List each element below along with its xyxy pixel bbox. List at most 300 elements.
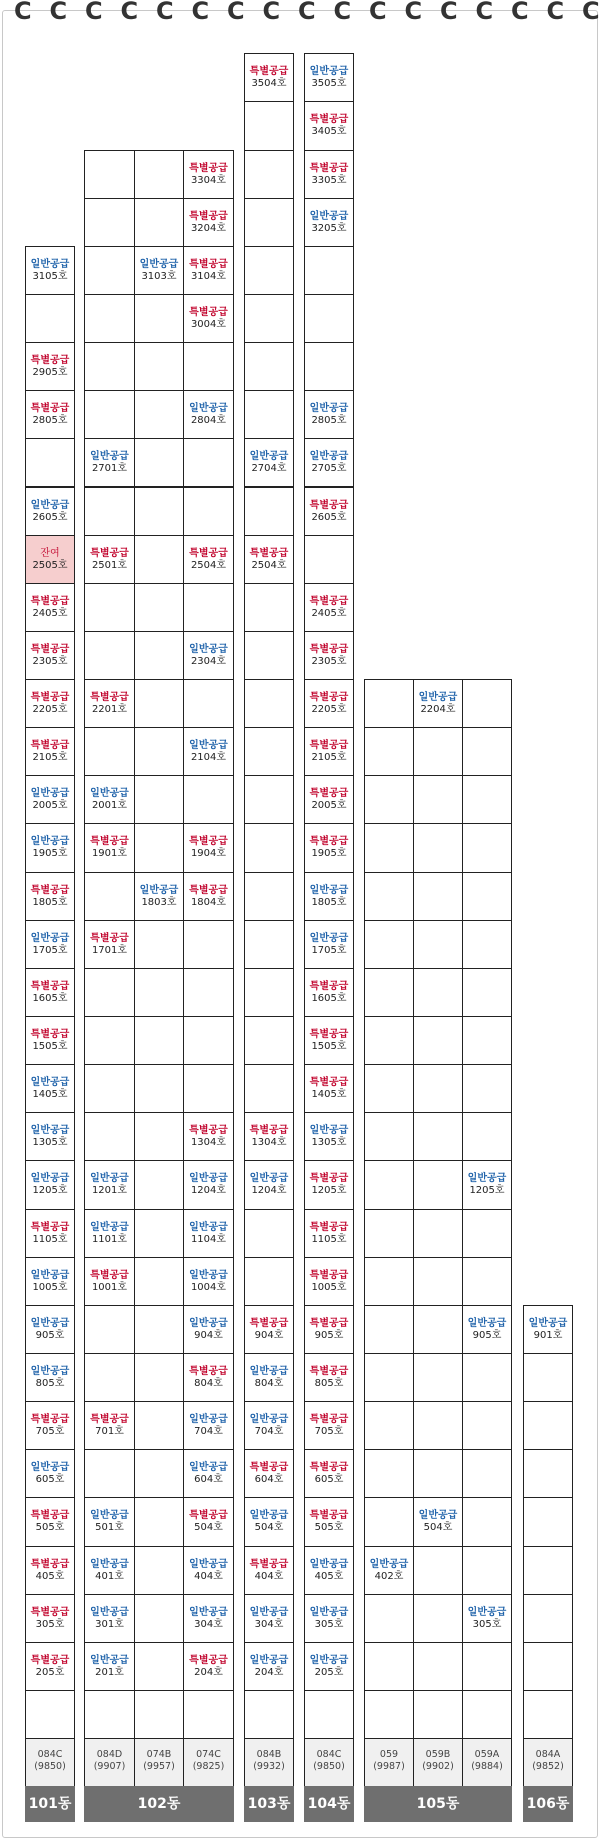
empty-unit-cell bbox=[244, 294, 294, 343]
empty-unit-cell bbox=[364, 1594, 414, 1643]
empty-unit-cell bbox=[413, 823, 463, 872]
unit-cell[interactable] bbox=[25, 1546, 75, 1595]
unit-cell[interactable] bbox=[304, 1160, 354, 1209]
unit-cell[interactable] bbox=[304, 631, 354, 680]
unit-status: 일반공급 bbox=[309, 932, 349, 944]
unit-cell[interactable] bbox=[304, 1064, 354, 1113]
unit-cell[interactable] bbox=[84, 1546, 135, 1595]
unit-number: 2505호 bbox=[32, 559, 68, 571]
unit-cell[interactable] bbox=[25, 487, 75, 536]
unit-number: 2201호 bbox=[91, 704, 128, 716]
unit-cell[interactable] bbox=[244, 1401, 294, 1450]
empty-unit-cell bbox=[462, 1401, 512, 1450]
unit-cell[interactable] bbox=[304, 679, 354, 728]
unit-cell[interactable] bbox=[304, 1353, 354, 1402]
unit-cell[interactable] bbox=[25, 1353, 75, 1402]
unit-cell[interactable] bbox=[84, 920, 135, 969]
unit-cell[interactable] bbox=[183, 1160, 234, 1209]
unit-number: 401호 bbox=[95, 1570, 124, 1582]
unit-cell[interactable] bbox=[304, 1305, 354, 1354]
unit-cell[interactable] bbox=[413, 1497, 463, 1546]
empty-unit-cell bbox=[134, 1546, 184, 1595]
empty-unit-cell bbox=[134, 631, 184, 680]
empty-unit-cell bbox=[244, 823, 294, 872]
unit-status: 특별공급 bbox=[30, 643, 70, 655]
unit-cell[interactable] bbox=[25, 1305, 75, 1354]
unit-cell[interactable] bbox=[25, 1209, 75, 1258]
empty-unit-cell bbox=[134, 1497, 184, 1546]
unit-cell[interactable] bbox=[84, 1642, 135, 1691]
unit-status: 일반공급 bbox=[249, 451, 289, 463]
unit-status: 일반공급 bbox=[90, 451, 129, 463]
unit-type-id: (9850) bbox=[313, 1761, 345, 1772]
unit-cell[interactable] bbox=[25, 583, 75, 632]
unit-status: 특별공급 bbox=[309, 788, 349, 800]
empty-unit-cell bbox=[244, 390, 294, 439]
building-label: 102동 bbox=[84, 1786, 234, 1822]
empty-unit-cell bbox=[304, 342, 354, 391]
unit-type-label bbox=[244, 1738, 294, 1787]
unit-type-label bbox=[25, 1738, 75, 1787]
unit-cell[interactable] bbox=[304, 198, 354, 247]
unit-status: 특별공급 bbox=[189, 1510, 228, 1522]
unit-status: 특별공급 bbox=[309, 1221, 349, 1233]
unit-cell[interactable] bbox=[84, 1209, 135, 1258]
unit-type-code: 084B bbox=[256, 1749, 282, 1760]
empty-unit-cell bbox=[134, 1016, 184, 1065]
unit-cell[interactable] bbox=[244, 1449, 294, 1498]
unit-cell[interactable] bbox=[25, 1112, 75, 1161]
unit-cell[interactable] bbox=[304, 1016, 354, 1065]
unit-number: 1205호 bbox=[469, 1185, 505, 1197]
unit-cell[interactable] bbox=[84, 438, 135, 487]
unit-cell[interactable] bbox=[304, 823, 354, 872]
unit-status: 특별공급 bbox=[309, 1510, 349, 1522]
empty-unit-cell bbox=[134, 342, 184, 391]
unit-cell[interactable] bbox=[244, 535, 294, 584]
unit-cell[interactable] bbox=[25, 342, 75, 391]
unit-cell[interactable] bbox=[304, 1594, 354, 1643]
unit-cell[interactable] bbox=[244, 1160, 294, 1209]
unit-cell[interactable] bbox=[304, 1642, 354, 1691]
unit-status: 일반공급 bbox=[30, 1125, 70, 1137]
empty-unit-cell bbox=[413, 1064, 463, 1113]
unit-cell[interactable] bbox=[304, 390, 354, 439]
unit-type-label bbox=[183, 1738, 234, 1787]
unit-status: 잔여 bbox=[40, 547, 60, 559]
empty-unit-cell bbox=[462, 1112, 512, 1161]
unit-status: 일반공급 bbox=[249, 1606, 289, 1618]
unit-status: 특별공급 bbox=[309, 1366, 349, 1378]
unit-cell[interactable] bbox=[183, 1449, 234, 1498]
empty-unit-cell bbox=[134, 1449, 184, 1498]
unit-number: 504호 bbox=[254, 1522, 284, 1534]
unit-cell[interactable] bbox=[183, 294, 234, 343]
unit-status: 특별공급 bbox=[30, 1558, 70, 1570]
empty-unit-cell bbox=[134, 920, 184, 969]
empty-unit-cell bbox=[84, 1353, 135, 1402]
unit-cell[interactable] bbox=[244, 1642, 294, 1691]
empty-unit-cell bbox=[413, 1112, 463, 1161]
empty-unit-cell bbox=[84, 487, 135, 536]
empty-unit-cell bbox=[304, 535, 354, 584]
unit-cell[interactable] bbox=[183, 1497, 234, 1546]
unit-cell[interactable] bbox=[304, 1449, 354, 1498]
unit-type-code: 084D bbox=[96, 1749, 123, 1760]
unit-status: 특별공급 bbox=[30, 355, 70, 367]
unit-status: 특별공급 bbox=[309, 980, 349, 992]
empty-unit-cell bbox=[523, 1690, 573, 1739]
unit-number: 1901호 bbox=[91, 848, 128, 860]
spiral-ring-icon: C bbox=[404, 0, 423, 25]
unit-status: 일반공급 bbox=[30, 1462, 70, 1474]
empty-unit-cell bbox=[364, 823, 414, 872]
unit-number: 804호 bbox=[194, 1378, 223, 1390]
unit-number: 205호 bbox=[35, 1666, 65, 1678]
empty-unit-cell bbox=[183, 438, 234, 487]
unit-cell[interactable] bbox=[25, 535, 75, 584]
unit-number: 905호 bbox=[35, 1329, 65, 1341]
unit-number: 1105호 bbox=[311, 1233, 347, 1245]
unit-cell[interactable] bbox=[304, 727, 354, 776]
unit-cell[interactable] bbox=[183, 727, 234, 776]
unit-status: 특별공급 bbox=[309, 1029, 349, 1041]
unit-cell[interactable] bbox=[183, 198, 234, 247]
empty-unit-cell bbox=[84, 968, 135, 1017]
unit-number: 2104호 bbox=[190, 752, 227, 764]
unit-cell[interactable] bbox=[183, 1594, 234, 1643]
unit-status: 일반공급 bbox=[189, 1173, 228, 1185]
unit-cell[interactable] bbox=[523, 1305, 573, 1354]
unit-cell[interactable] bbox=[183, 1257, 234, 1306]
unit-status: 일반공급 bbox=[249, 1366, 289, 1378]
unit-cell[interactable] bbox=[244, 1594, 294, 1643]
unit-status: 특별공급 bbox=[189, 1125, 228, 1137]
empty-unit-cell bbox=[364, 968, 414, 1017]
unit-status: 일반공급 bbox=[30, 499, 70, 511]
unit-cell[interactable] bbox=[413, 679, 463, 728]
unit-cell[interactable] bbox=[183, 390, 234, 439]
unit-cell[interactable] bbox=[462, 1305, 512, 1354]
unit-number: 1505호 bbox=[32, 1041, 68, 1053]
empty-unit-cell bbox=[84, 872, 135, 921]
unit-number: 1005호 bbox=[311, 1281, 347, 1293]
empty-unit-cell bbox=[134, 1257, 184, 1306]
unit-cell[interactable] bbox=[25, 872, 75, 921]
unit-status: 일반공급 bbox=[467, 1606, 507, 1618]
empty-unit-cell bbox=[523, 1546, 573, 1595]
empty-unit-cell bbox=[84, 1305, 135, 1354]
unit-number: 1805호 bbox=[32, 896, 68, 908]
unit-status: 특별공급 bbox=[249, 547, 289, 559]
unit-cell[interactable] bbox=[84, 775, 135, 824]
unit-cell[interactable] bbox=[462, 1160, 512, 1209]
empty-unit-cell bbox=[183, 775, 234, 824]
empty-unit-cell bbox=[183, 487, 234, 536]
unit-number: 3103호 bbox=[141, 270, 177, 282]
unit-type-id: (9932) bbox=[253, 1761, 285, 1772]
unit-status: 일반공급 bbox=[309, 1125, 349, 1137]
unit-number: 705호 bbox=[35, 1426, 65, 1438]
unit-cell[interactable] bbox=[84, 1401, 135, 1450]
building-label: 101동 bbox=[25, 1786, 75, 1822]
unit-status: 일반공급 bbox=[189, 1317, 228, 1329]
unit-cell[interactable] bbox=[25, 727, 75, 776]
unit-cell[interactable] bbox=[25, 1594, 75, 1643]
unit-cell[interactable] bbox=[183, 823, 234, 872]
unit-status: 일반공급 bbox=[418, 692, 458, 704]
unit-cell[interactable] bbox=[84, 1160, 135, 1209]
unit-cell[interactable] bbox=[304, 487, 354, 536]
unit-cell[interactable] bbox=[304, 1401, 354, 1450]
spiral-ring-icon: C bbox=[475, 0, 494, 25]
unit-cell[interactable] bbox=[183, 1305, 234, 1354]
empty-unit-cell bbox=[462, 1642, 512, 1691]
unit-cell[interactable] bbox=[183, 1546, 234, 1595]
empty-unit-cell bbox=[413, 1353, 463, 1402]
empty-unit-cell bbox=[364, 1064, 414, 1113]
unit-cell[interactable] bbox=[183, 1209, 234, 1258]
unit-status: 일반공급 bbox=[309, 451, 349, 463]
unit-cell[interactable] bbox=[25, 920, 75, 969]
unit-number: 1204호 bbox=[251, 1185, 287, 1197]
unit-cell[interactable] bbox=[244, 1546, 294, 1595]
unit-cell[interactable] bbox=[84, 823, 135, 872]
unit-number: 402호 bbox=[374, 1570, 404, 1582]
empty-unit-cell bbox=[244, 583, 294, 632]
unit-cell[interactable] bbox=[25, 631, 75, 680]
unit-cell[interactable] bbox=[183, 1642, 234, 1691]
empty-unit-cell bbox=[84, 1112, 135, 1161]
unit-cell[interactable] bbox=[244, 53, 294, 102]
unit-cell[interactable] bbox=[25, 1642, 75, 1691]
unit-status: 특별공급 bbox=[90, 932, 129, 944]
unit-number: 1904호 bbox=[190, 848, 227, 860]
unit-type-code: 074C bbox=[196, 1749, 221, 1760]
unit-cell[interactable] bbox=[183, 1353, 234, 1402]
unit-status: 특별공급 bbox=[249, 1317, 289, 1329]
unit-status: 특별공급 bbox=[309, 162, 349, 174]
empty-unit-cell bbox=[84, 246, 135, 295]
unit-cell[interactable] bbox=[183, 631, 234, 680]
unit-cell[interactable] bbox=[134, 872, 184, 921]
unit-cell[interactable] bbox=[304, 438, 354, 487]
unit-cell[interactable] bbox=[304, 1112, 354, 1161]
unit-cell[interactable] bbox=[183, 1112, 234, 1161]
unit-type-id: (9884) bbox=[471, 1761, 503, 1772]
unit-number: 2405호 bbox=[32, 607, 68, 619]
unit-cell[interactable] bbox=[304, 1497, 354, 1546]
unit-status: 일반공급 bbox=[90, 1221, 129, 1233]
unit-status: 일반공급 bbox=[309, 1558, 349, 1570]
empty-unit-cell bbox=[134, 294, 184, 343]
unit-status: 일반공급 bbox=[249, 1173, 289, 1185]
unit-cell[interactable] bbox=[183, 150, 234, 199]
empty-unit-cell bbox=[364, 1257, 414, 1306]
unit-status: 일반공급 bbox=[189, 1462, 228, 1474]
empty-unit-cell bbox=[244, 150, 294, 199]
unit-number: 605호 bbox=[35, 1474, 65, 1486]
unit-status: 일반공급 bbox=[30, 932, 70, 944]
empty-unit-cell bbox=[462, 727, 512, 776]
unit-number: 2701호 bbox=[91, 463, 128, 475]
unit-number: 805호 bbox=[314, 1378, 344, 1390]
unit-type-code: 074B bbox=[146, 1749, 172, 1760]
unit-cell[interactable] bbox=[84, 1497, 135, 1546]
unit-cell[interactable] bbox=[462, 1594, 512, 1643]
unit-status: 특별공급 bbox=[90, 836, 129, 848]
empty-unit-cell bbox=[244, 1016, 294, 1065]
unit-number: 3504호 bbox=[251, 78, 287, 90]
unit-number: 3004호 bbox=[190, 318, 227, 330]
unit-type-code: 084C bbox=[37, 1749, 63, 1760]
unit-cell[interactable] bbox=[25, 1401, 75, 1450]
unit-cell[interactable] bbox=[25, 1064, 75, 1113]
empty-unit-cell bbox=[244, 920, 294, 969]
unit-number: 1005호 bbox=[32, 1281, 68, 1293]
unit-type-id: (9902) bbox=[422, 1761, 454, 1772]
unit-status: 특별공급 bbox=[90, 1414, 129, 1426]
empty-unit-cell bbox=[364, 1497, 414, 1546]
unit-number: 1804호 bbox=[190, 896, 227, 908]
unit-status: 특별공급 bbox=[309, 1317, 349, 1329]
unit-status: 일반공급 bbox=[90, 1173, 129, 1185]
spiral-ring-icon: C bbox=[156, 0, 174, 25]
unit-number: 1104호 bbox=[190, 1233, 227, 1245]
unit-number: 2205호 bbox=[311, 704, 347, 716]
unit-cell[interactable] bbox=[364, 1546, 414, 1595]
unit-cell[interactable] bbox=[183, 246, 234, 295]
unit-number: 1205호 bbox=[311, 1185, 347, 1197]
unit-cell[interactable] bbox=[84, 535, 135, 584]
unit-number: 2905호 bbox=[32, 367, 68, 379]
unit-number: 1101호 bbox=[91, 1233, 128, 1245]
unit-cell[interactable] bbox=[25, 775, 75, 824]
empty-unit-cell bbox=[364, 1690, 414, 1739]
empty-unit-cell bbox=[304, 1690, 354, 1739]
unit-cell[interactable] bbox=[304, 920, 354, 969]
empty-unit-cell bbox=[134, 487, 184, 536]
empty-unit-cell bbox=[134, 1305, 184, 1354]
unit-number: 1305호 bbox=[311, 1137, 347, 1149]
unit-number: 2001호 bbox=[91, 800, 128, 812]
unit-number: 304호 bbox=[254, 1618, 284, 1630]
unit-cell[interactable] bbox=[304, 775, 354, 824]
unit-cell[interactable] bbox=[25, 1016, 75, 1065]
unit-status: 특별공급 bbox=[189, 1366, 228, 1378]
unit-cell[interactable] bbox=[25, 246, 75, 295]
unit-number: 1605호 bbox=[32, 992, 68, 1004]
empty-unit-cell bbox=[413, 1160, 463, 1209]
unit-cell[interactable] bbox=[304, 53, 354, 102]
unit-status: 일반공급 bbox=[30, 788, 70, 800]
unit-cell[interactable] bbox=[25, 823, 75, 872]
unit-cell[interactable] bbox=[304, 150, 354, 199]
unit-type-code: 059A bbox=[474, 1749, 500, 1760]
unit-number: 501호 bbox=[95, 1522, 124, 1534]
unit-cell[interactable] bbox=[25, 1449, 75, 1498]
unit-cell[interactable] bbox=[244, 1112, 294, 1161]
unit-cell[interactable] bbox=[304, 872, 354, 921]
empty-unit-cell bbox=[134, 1594, 184, 1643]
unit-status: 일반공급 bbox=[189, 1414, 228, 1426]
empty-unit-cell bbox=[304, 246, 354, 295]
unit-status: 특별공급 bbox=[189, 210, 228, 222]
unit-cell[interactable] bbox=[244, 438, 294, 487]
unit-cell[interactable] bbox=[84, 679, 135, 728]
empty-unit-cell bbox=[413, 1305, 463, 1354]
unit-number: 3204호 bbox=[190, 222, 227, 234]
unit-status: 특별공급 bbox=[189, 547, 228, 559]
unit-number: 2105호 bbox=[311, 752, 347, 764]
unit-number: 1701호 bbox=[91, 944, 128, 956]
unit-type-code: 059 bbox=[379, 1749, 399, 1760]
empty-unit-cell bbox=[523, 1449, 573, 1498]
unit-status: 일반공급 bbox=[309, 403, 349, 415]
unit-number: 201호 bbox=[95, 1666, 124, 1678]
unit-status: 일반공급 bbox=[189, 1269, 228, 1281]
empty-unit-cell bbox=[364, 1449, 414, 1498]
unit-cell[interactable] bbox=[25, 1160, 75, 1209]
unit-number: 2605호 bbox=[32, 511, 68, 523]
unit-status: 특별공급 bbox=[309, 1414, 349, 1426]
unit-cell[interactable] bbox=[183, 1401, 234, 1450]
unit-cell[interactable] bbox=[304, 1209, 354, 1258]
empty-unit-cell bbox=[364, 1209, 414, 1258]
empty-unit-cell bbox=[413, 1016, 463, 1065]
unit-cell[interactable] bbox=[304, 1257, 354, 1306]
unit-status: 특별공급 bbox=[30, 403, 70, 415]
empty-unit-cell bbox=[183, 968, 234, 1017]
empty-unit-cell bbox=[413, 872, 463, 921]
spiral-ring-icon: C bbox=[298, 0, 316, 25]
unit-cell[interactable] bbox=[25, 390, 75, 439]
unit-cell[interactable] bbox=[134, 246, 184, 295]
unit-cell[interactable] bbox=[25, 968, 75, 1017]
unit-cell[interactable] bbox=[25, 1497, 75, 1546]
unit-status: 일반공급 bbox=[30, 1269, 70, 1281]
unit-cell[interactable] bbox=[304, 968, 354, 1017]
unit-status: 특별공급 bbox=[30, 692, 70, 704]
unit-status: 일반공급 bbox=[467, 1173, 507, 1185]
spiral-ring-icon: C bbox=[333, 0, 352, 25]
unit-number: 3304호 bbox=[190, 174, 227, 186]
unit-type-code: 084C bbox=[316, 1749, 342, 1760]
unit-number: 3305호 bbox=[311, 174, 347, 186]
unit-status: 특별공급 bbox=[189, 836, 228, 848]
unit-status: 특별공급 bbox=[30, 595, 70, 607]
unit-cell[interactable] bbox=[84, 1594, 135, 1643]
unit-cell[interactable] bbox=[244, 1305, 294, 1354]
unit-cell[interactable] bbox=[244, 1497, 294, 1546]
unit-cell[interactable] bbox=[244, 1353, 294, 1402]
unit-number: 1803호 bbox=[141, 896, 177, 908]
unit-type-label bbox=[364, 1738, 414, 1787]
unit-cell[interactable] bbox=[183, 535, 234, 584]
unit-cell[interactable] bbox=[183, 872, 234, 921]
spiral-ring-icon: C bbox=[440, 0, 458, 25]
empty-unit-cell bbox=[364, 1642, 414, 1691]
unit-cell[interactable] bbox=[84, 1257, 135, 1306]
unit-cell[interactable] bbox=[304, 101, 354, 150]
unit-number: 2504호 bbox=[251, 559, 287, 571]
empty-unit-cell bbox=[134, 150, 184, 199]
unit-number: 1105호 bbox=[32, 1233, 68, 1245]
unit-cell[interactable] bbox=[25, 679, 75, 728]
unit-cell[interactable] bbox=[304, 583, 354, 632]
unit-cell[interactable] bbox=[25, 1257, 75, 1306]
unit-cell[interactable] bbox=[304, 1546, 354, 1595]
